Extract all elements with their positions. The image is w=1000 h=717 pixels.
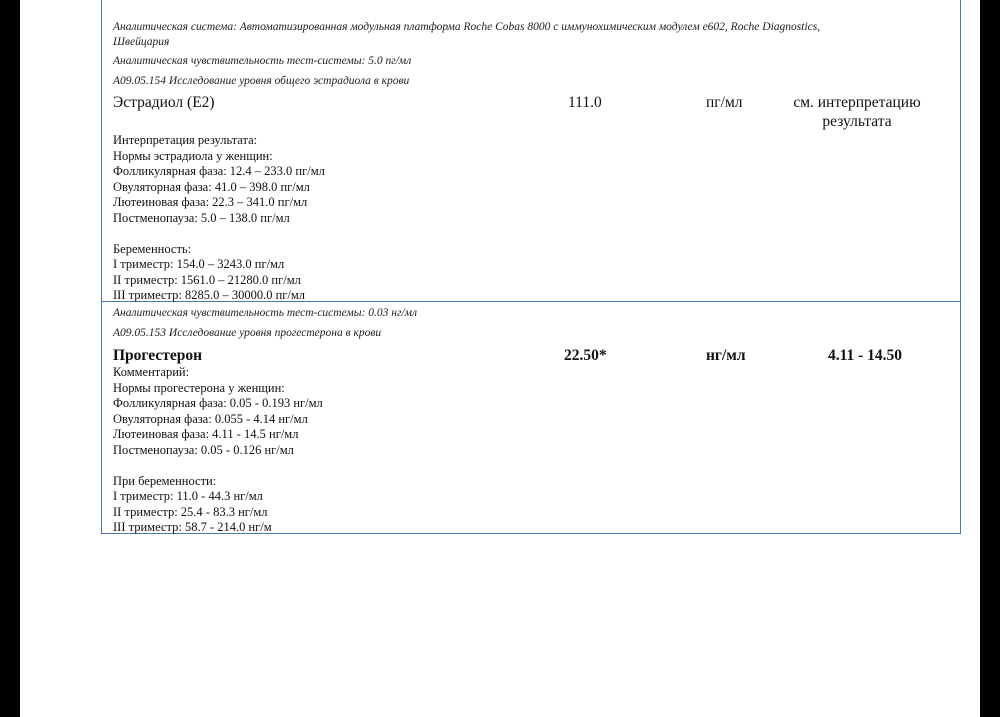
progesterone-sensitivity: Аналитическая чувствительность тест-системы: 0.03 нг/мл (113, 307, 417, 319)
norm-line: Лютеиновая фаза: 4.11 - 14.5 нг/мл (113, 427, 299, 441)
report-page (20, 0, 980, 717)
spacer (113, 226, 325, 242)
analytic-system-line-2: Швейцария (113, 36, 170, 48)
interp-header: Интерпретация результата: (113, 133, 258, 147)
norm-line: Овуляторная фаза: 41.0 – 398.0 пг/мл (113, 179, 310, 194)
pregnancy-header: При беременности: (113, 473, 217, 488)
pregnancy-line: I триместр: 154.0 – 3243.0 пг/мл (113, 257, 285, 271)
pregnancy-line: III триместр: 8285.0 – 30000.0 пг/мл (113, 288, 306, 302)
estradiol-interpretation (113, 133, 325, 304)
norm-line: Постменопауза: 0.05 - 0.126 нг/мл (113, 442, 294, 457)
progesterone-unit: нг/мл (706, 347, 746, 364)
progesterone-result: 22.50* (564, 347, 607, 364)
estradiol-test-name: Эстрадиол (Е2) (113, 94, 215, 111)
pregnancy-line: II триместр: 25.4 - 83.3 нг/мл (113, 504, 268, 519)
estradiol-sensitivity: Аналитическая чувствительность тест-системы: 5.0 пг/мл (113, 55, 412, 67)
estradiol-result: 111.0 (568, 94, 602, 111)
norm-line: Овуляторная фаза: 0.055 - 4.14 нг/мл (113, 411, 308, 426)
norm-line: Лютеиновая фаза: 22.3 – 341.0 пг/мл (113, 195, 308, 209)
analytic-system-line: Аналитическая система: Автоматизированная модульная платформа Roche Cobas 8000 с иммунохимическим модулем е602, Roche Diagnostics, (113, 21, 821, 33)
norms-header: Нормы прогестерона у женщин: (113, 380, 285, 395)
spacer (113, 458, 323, 474)
progesterone-test-name: Прогестерон (113, 347, 203, 364)
progesterone-code-line: A09.05.153 Исследование уровня прогестерона в крови (113, 327, 382, 339)
pregnancy-line: II триместр: 1561.0 – 21280.0 пг/мл (113, 272, 301, 287)
norm-line: Постменопауза: 5.0 – 138.0 пг/мл (113, 210, 290, 225)
estradiol-code-line: A09.05.154 Исследование уровня общего эстрадиола в крови (113, 75, 410, 87)
pregnancy-header: Беременность: (113, 241, 192, 256)
norm-line: Фолликулярная фаза: 0.05 - 0.193 нг/мл (113, 396, 323, 410)
pregnancy-line: I триместр: 11.0 - 44.3 нг/мл (113, 489, 263, 503)
pregnancy-line: III триместр: 58.7 - 214.0 нг/м (113, 520, 272, 534)
norm-line: Фолликулярная фаза: 12.4 – 233.0 пг/мл (113, 164, 325, 178)
progesterone-reference: 4.11 - 14.50 (828, 347, 903, 364)
estradiol-reference (782, 93, 932, 131)
estradiol-reference-line1: см. интерпретацию (793, 94, 921, 111)
estradiol-reference-line2: результата (822, 113, 892, 130)
progesterone-comment (113, 365, 323, 536)
comment-header: Комментарий: (113, 365, 190, 379)
norms-header: Нормы эстрадиола у женщин: (113, 148, 273, 163)
estradiol-unit: пг/мл (706, 94, 743, 111)
